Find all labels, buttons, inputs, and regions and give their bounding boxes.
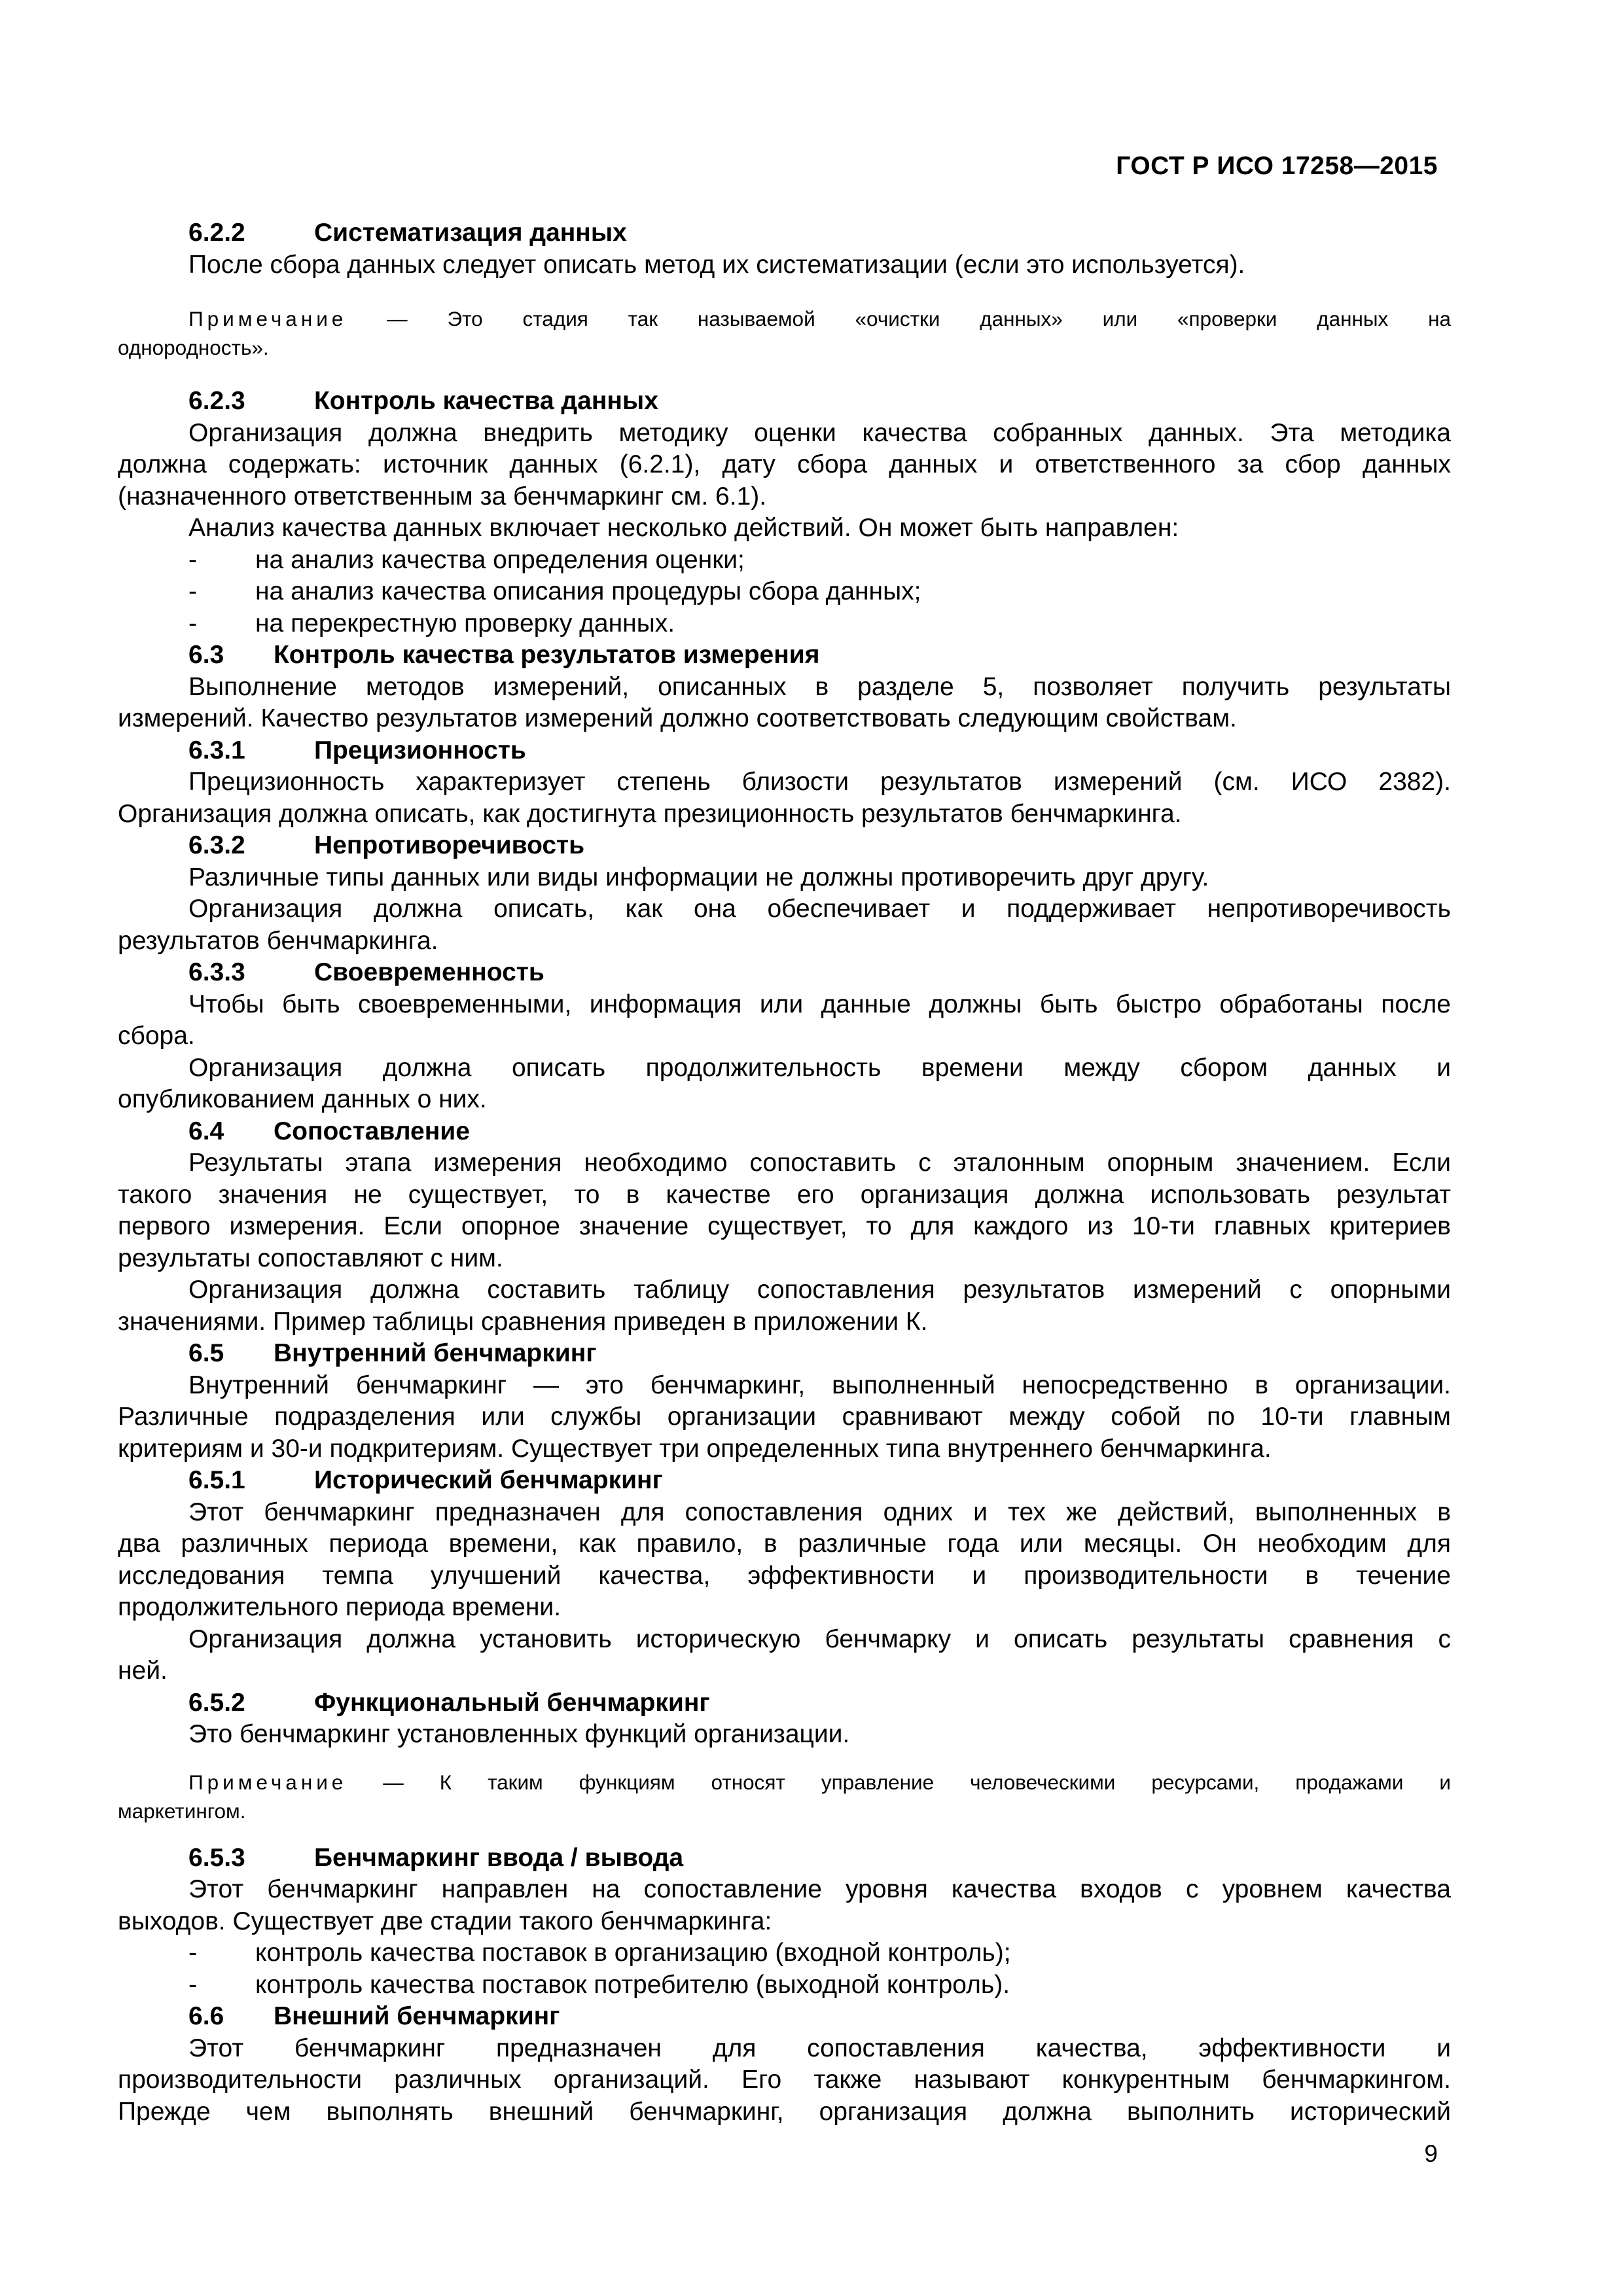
- paragraph-line: опубликованием данных о них.: [118, 1085, 487, 1113]
- paragraph-line: Чтобы быть своевременными, информация или данные должны быть быстро обработаны после: [188, 990, 1451, 1018]
- note-line: Примечание — Это стадия так называемой «очистки данных» или «проверки данных на: [188, 307, 1451, 331]
- paragraph-line: результатов бенчмаркинга.: [118, 926, 438, 955]
- section-heading-6-3-2: [118, 830, 1451, 862]
- paragraph-line: результаты сопоставляют с ним.: [118, 1244, 503, 1272]
- paragraph-line: Прецизионность характеризует степень близости результатов измерений (см. ИСО 2382).: [188, 768, 1451, 796]
- document-body: [118, 217, 1451, 2128]
- section-number: 6.5.1: [188, 1466, 245, 1494]
- section-title: Функциональный бенчмаркинг: [314, 1688, 710, 1717]
- section-number: 6.3.3: [188, 958, 245, 986]
- note-label: Примечание: [188, 1770, 348, 1794]
- paragraph-line: Выполнение методов измерений, описанных в разделе 5, позволяет получить результаты: [188, 672, 1451, 701]
- section-number: 6.3.1: [188, 736, 245, 764]
- section-number: 6.5.2: [188, 1688, 245, 1717]
- paragraph-line: измерений. Качество результатов измерений должно соответствовать следующим свойствам.: [118, 704, 1237, 732]
- section-number: 6.6: [188, 2002, 224, 2030]
- paragraph-line: два различных периода времени, как правило, в различные года или месяцы. Он необходим для: [118, 1530, 1451, 1558]
- paragraph-line: выходов. Существует две стадии такого бенчмаркинга:: [118, 1907, 772, 1935]
- section-title: Контроль качества результатов измерения: [274, 641, 820, 669]
- section-number: 6.3: [188, 641, 224, 669]
- paragraph-line: продолжительного периода времени.: [118, 1593, 562, 1621]
- paragraph-line: Организация должна описать, как она обеспечивает и поддерживает непротиворечивость: [188, 895, 1451, 923]
- paragraph: После сбора данных следует описать метод их систематизации (если это используется).: [188, 250, 1245, 279]
- section-number: 6.5.3: [188, 1843, 245, 1872]
- page-number: 9: [1424, 2140, 1438, 2167]
- section-title: Сопоставление: [274, 1117, 470, 1145]
- section-title: Внешний бенчмаркинг: [274, 2002, 560, 2030]
- list-item: - контроль качества поставок в организацию (входной контроль);: [188, 1939, 1011, 1967]
- paragraph-line: Внутренний бенчмаркинг — это бенчмаркинг, выполненный непосредственно в организации.: [188, 1371, 1451, 1399]
- section-title: Систематизация данных: [314, 219, 627, 247]
- section-heading-6-4: [118, 1116, 1451, 1148]
- paragraph-line: Организация должна описать, как достигнута презиционность результатов бенчмаркинга.: [118, 799, 1182, 828]
- paragraph-line: Организация должна описать продолжительность времени между сбором данных и: [188, 1053, 1451, 1082]
- note-line: маркетингом.: [118, 1799, 246, 1823]
- list-item: - на анализ качества определения оценки;: [188, 545, 745, 574]
- paragraph-line: производительности различных организаций. Его также называют конкурентным бенчмаркингом.: [118, 2066, 1451, 2094]
- section-heading-6-2-2: [118, 217, 1451, 249]
- paragraph: Это бенчмаркинг установленных функций организации.: [188, 1720, 850, 1748]
- paragraph-line: Прежде чем выполнять внешний бенчмаркинг, организация должна выполнить исторический: [118, 2097, 1451, 2126]
- section-title: Исторический бенчмаркинг: [314, 1466, 663, 1494]
- section-title: Внутренний бенчмаркинг: [274, 1339, 597, 1367]
- paragraph-line: такого значения не существует, то в качестве его организация должна использовать результат: [118, 1180, 1451, 1209]
- section-title: Контроль качества данных: [314, 387, 658, 415]
- section-number: 6.2.2: [188, 219, 245, 247]
- section-number: 6.3.2: [188, 831, 245, 859]
- paragraph-line: сбора.: [118, 1022, 195, 1050]
- paragraph-line: Организация должна установить историческую бенчмарку и описать результаты сравнения с: [188, 1624, 1451, 1653]
- section-title: Своевременность: [314, 958, 544, 986]
- note-line: Примечание — К таким функциям относят управление человеческими ресурсами, продажами и: [188, 1770, 1451, 1794]
- paragraph-line: Результаты этапа измерения необходимо сопоставить с эталонным опорным значением. Если: [188, 1149, 1451, 1177]
- standard-code-header: ГОСТ Р ИСО 17258—2015: [1116, 152, 1438, 180]
- section-heading-6-5-2: [118, 1687, 1451, 1719]
- section-heading-6-3: [118, 639, 1451, 672]
- paragraph-line: Этот бенчмаркинг предназначен для сопоставления одних и тех же действий, выполненных в: [188, 1498, 1451, 1526]
- paragraph-line: первого измерения. Если опорное значение существует, то для каждого из 10-ти главных критериев: [118, 1212, 1451, 1240]
- paragraph-line: Различные типы данных или виды информации не должны противоречить друг другу.: [188, 863, 1209, 891]
- section-heading-6-5-1: [118, 1465, 1451, 1497]
- paragraph-line: Организация должна составить таблицу сопоставления результатов измерений с опорными: [188, 1276, 1451, 1304]
- paragraph-line: значениями. Пример таблицы сравнения приведен в приложении К.: [118, 1307, 928, 1336]
- section-heading-6-2-3: [118, 386, 1451, 418]
- section-title: Непротиворечивость: [314, 831, 585, 859]
- paragraph-line: ней.: [118, 1657, 168, 1685]
- section-heading-6-5-3: [118, 1842, 1451, 1874]
- list-item: - на перекрестную проверку данных.: [188, 609, 675, 637]
- paragraph-line: Различные подразделения или службы организации сравнивают между собой по 10-ти главным: [118, 1403, 1451, 1431]
- paragraph-line: должна содержать: источник данных (6.2.1), дату сбора данных и ответственного за сбор данных: [118, 450, 1451, 478]
- paragraph-line: Этот бенчмаркинг предназначен для сопоставления качества, эффективности и: [188, 2034, 1451, 2062]
- list-item: - контроль качества поставок потребителю (выходной контроль).: [188, 1970, 1010, 1999]
- paragraph-line: Анализ качества данных включает несколько действий. Он может быть направлен:: [188, 514, 1179, 542]
- paragraph-line: исследования темпа улучшений качества, эффективности и производительности в течение: [118, 1561, 1451, 1590]
- section-heading-6-3-1: [118, 735, 1451, 767]
- section-title: Бенчмаркинг ввода / вывода: [314, 1843, 684, 1872]
- note-label: Примечание: [188, 307, 348, 331]
- paragraph-line: Этот бенчмаркинг направлен на сопоставление уровня качества входов с уровнем качества: [188, 1875, 1451, 1903]
- paragraph-line: Организация должна внедрить методику оценки качества собранных данных. Эта методика: [188, 418, 1451, 447]
- section-number: 6.2.3: [188, 387, 245, 415]
- section-number: 6.5: [188, 1339, 224, 1367]
- paragraph-line: критериям и 30-и подкритериям. Существует три определенных типа внутреннего бенчмаркинга.: [118, 1434, 1272, 1463]
- list-item: - на анализ качества описания процедуры сбора данных;: [188, 577, 921, 605]
- section-heading-6-5: [118, 1338, 1451, 1370]
- section-heading-6-3-3: [118, 957, 1451, 989]
- section-title: Прецизионность: [314, 736, 526, 764]
- note-line: однородность».: [118, 336, 269, 359]
- section-heading-6-6: [118, 2001, 1451, 2033]
- paragraph-line: (назначенного ответственным за бенчмаркинг см. 6.1).: [118, 482, 767, 511]
- section-number: 6.4: [188, 1117, 224, 1145]
